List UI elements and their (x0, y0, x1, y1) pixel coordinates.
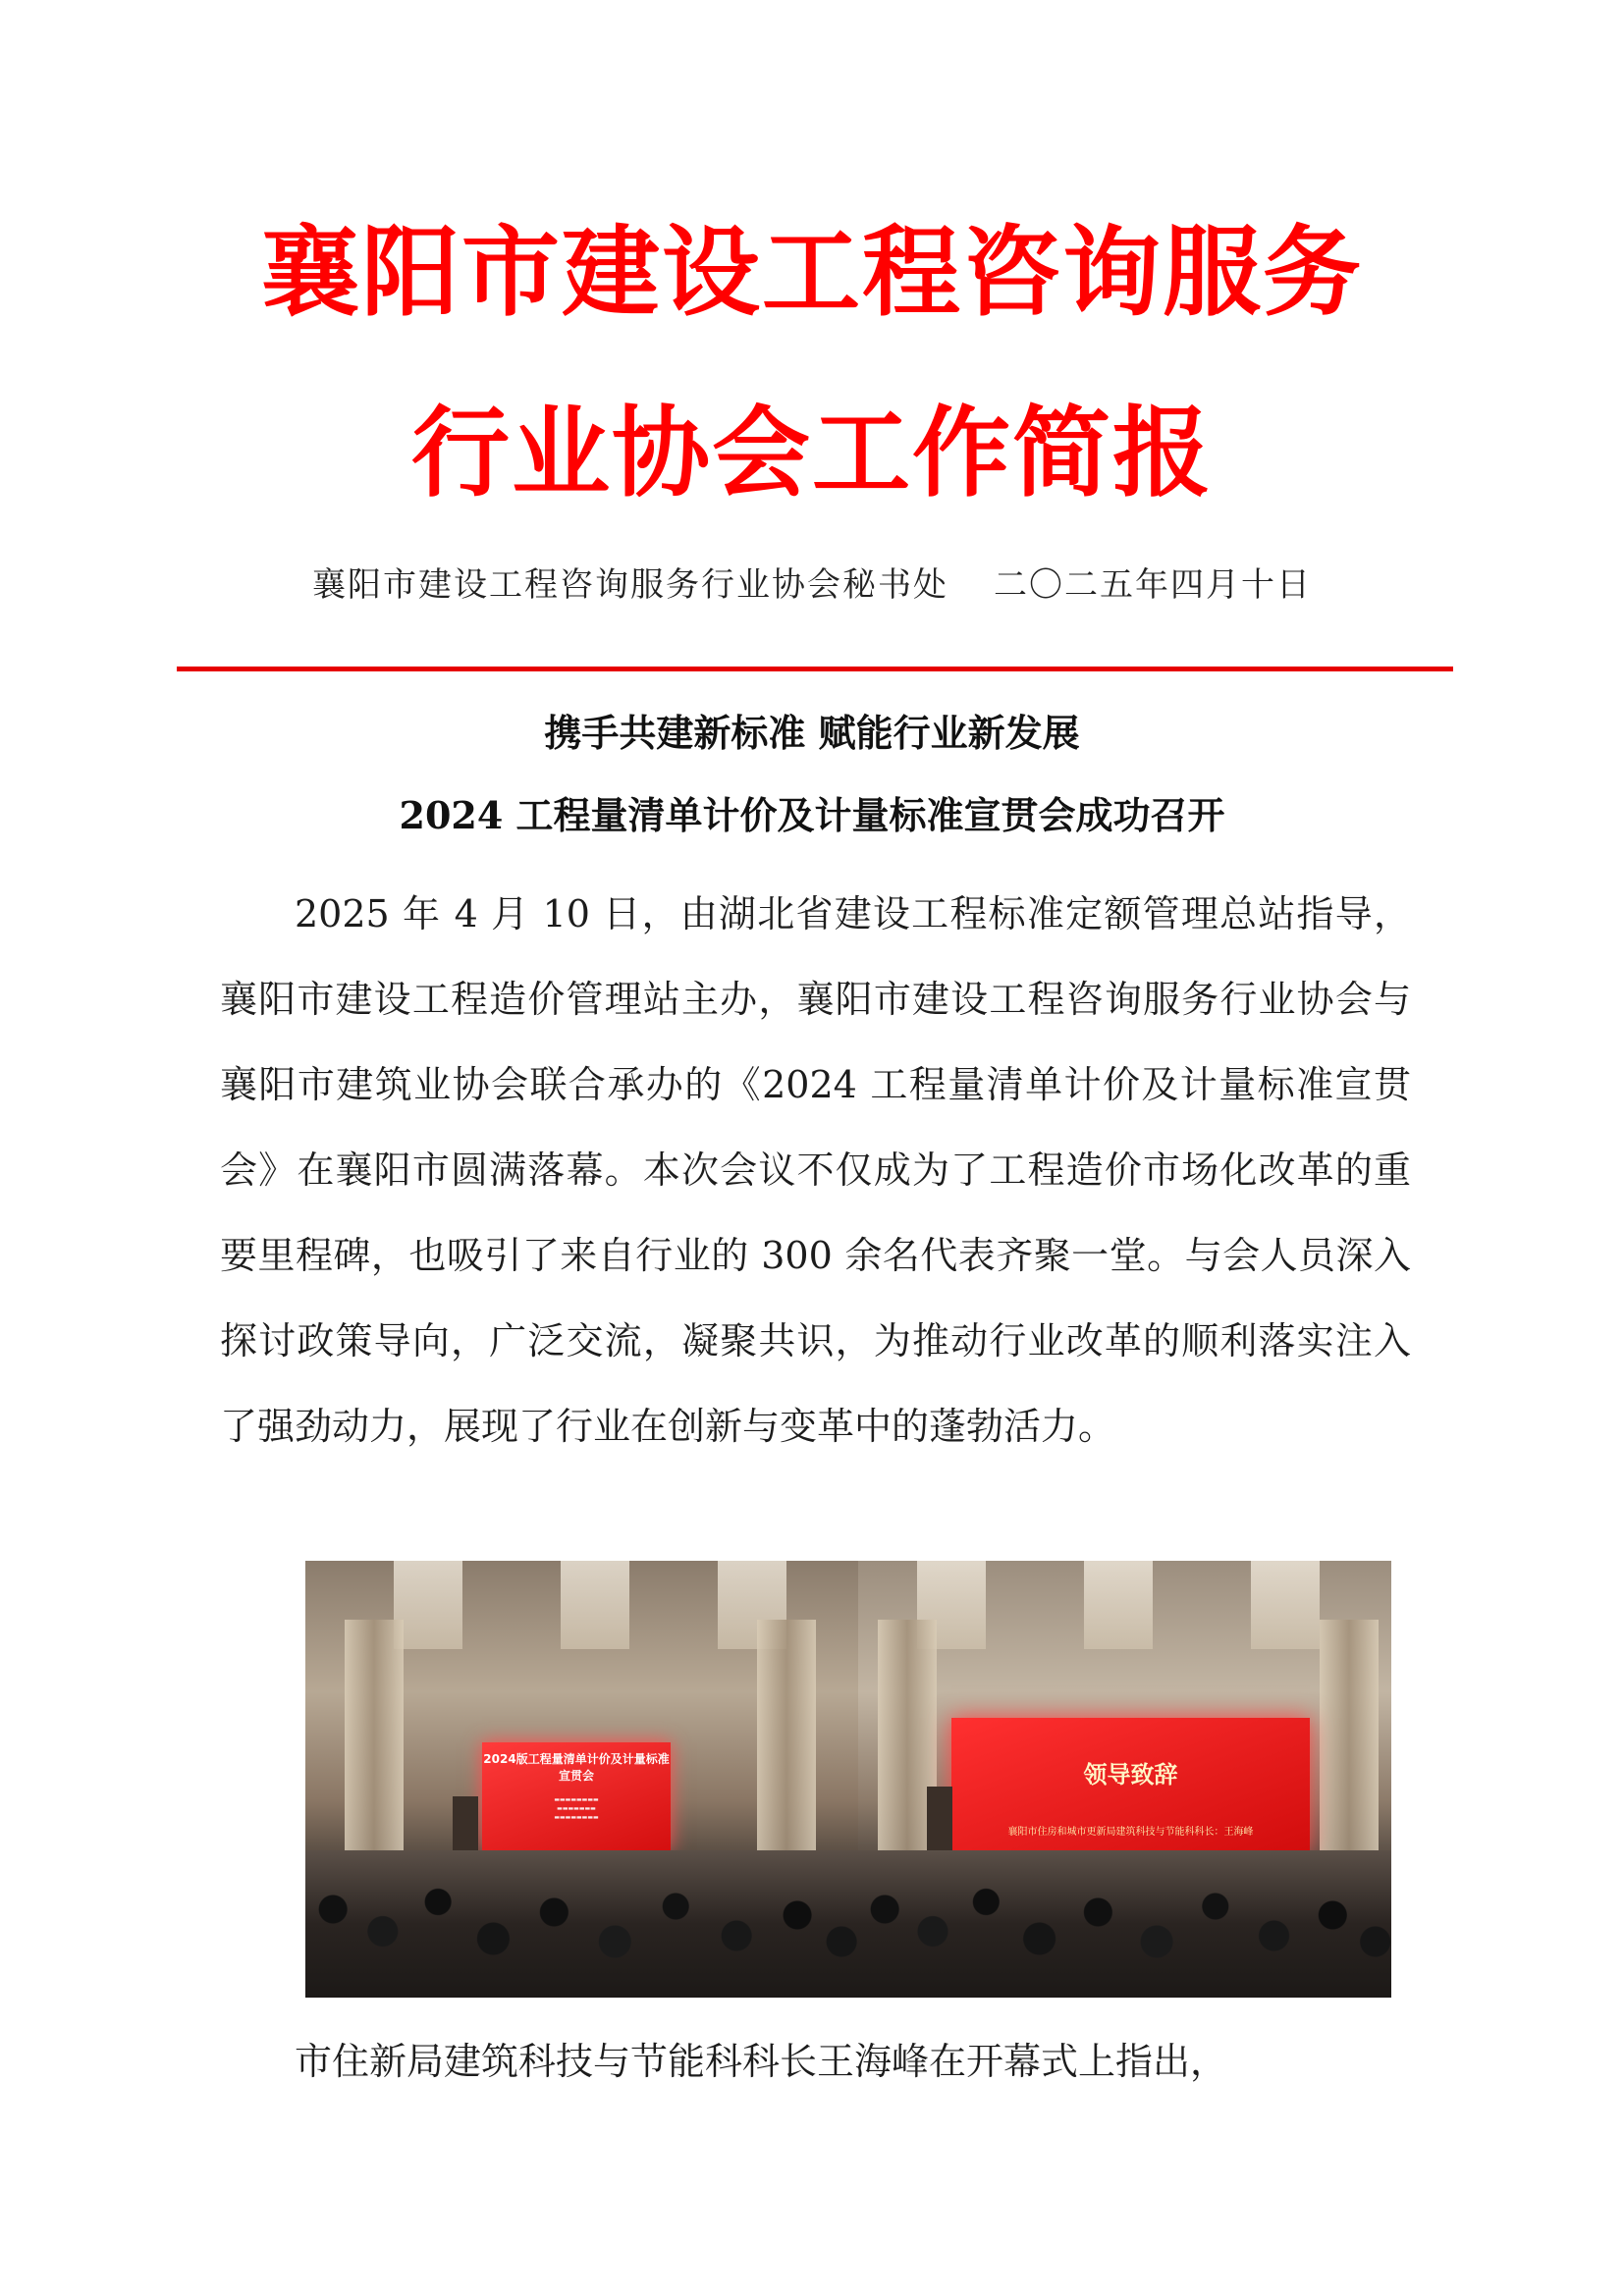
article-subheadline: 2024 工程量清单计价及计量标准宣贯会成功召开 (399, 793, 1225, 837)
conference-hall-photo-right (858, 1561, 1391, 1998)
curtain (757, 1620, 816, 1875)
masthead-title-line1: 襄阳市建设工程咨询服务 (261, 215, 1363, 330)
issuer-line (0, 558, 1624, 606)
conference-hall-photo-left (305, 1561, 858, 1998)
curtain (1320, 1620, 1379, 1875)
red-divider-rule (177, 667, 1453, 671)
stage-screen (951, 1718, 1310, 1855)
ceiling-light (394, 1561, 462, 1649)
issuer-org: 襄阳市建设工程咨询服务行业协会秘书处 (312, 565, 948, 605)
screen-title: 领导致辞 (1083, 1761, 1178, 1789)
article-headline: 携手共建新标准 赋能行业新发展 (544, 711, 1080, 755)
audience-crowd (305, 1850, 858, 1998)
masthead-title-line2: 行业协会工作简报 (411, 396, 1213, 510)
screen-text-lines: ▬▬▬▬▬▬▬▬ ▬▬▬▬▬▬▬ ▬▬▬▬▬▬▬▬ (554, 1796, 599, 1821)
event-photos (305, 1561, 1391, 1998)
screen-subtitle: 襄阳市住房和城市更新局建筑科技与节能科科长：王海峰 (1007, 1827, 1254, 1838)
ceiling-light (1251, 1561, 1320, 1649)
article-paragraph: 2025 年 4 月 10 日，由湖北省建设工程标准定额管理总站指导，襄阳市建设工程造价管理站主办，襄阳市建设工程咨询服务行业协会与襄阳市建筑业协会联合承办的《2024 工程量清单计价及计量标准宣贯会》在襄阳市圆满落幕。本次会议不仅成为了工程造价市场化改革的重要里程碑，也吸引了来自行业的 300 余名代表齐聚一堂。与会人员深入探讨政策导向，广泛交流，凝聚共识，为推动行业改革的顺利落实注入了强劲动力，展现了行业在创新与变革中的蓬勃活力。 (220, 892, 1411, 1448)
ceiling-light (561, 1561, 629, 1649)
article-paragraph-continued: 市住新局建筑科技与节能科科长王海峰在开幕式上指出， (295, 2040, 1228, 2083)
stage-screen (482, 1742, 671, 1850)
ceiling-light (1084, 1561, 1153, 1649)
issue-date: 二〇二五年四月十日 (994, 565, 1312, 605)
curtain (345, 1620, 404, 1875)
screen-title: 2024版工程量清单计价及计量标准宣贯会 (483, 1752, 670, 1783)
audience-crowd (858, 1850, 1391, 1998)
